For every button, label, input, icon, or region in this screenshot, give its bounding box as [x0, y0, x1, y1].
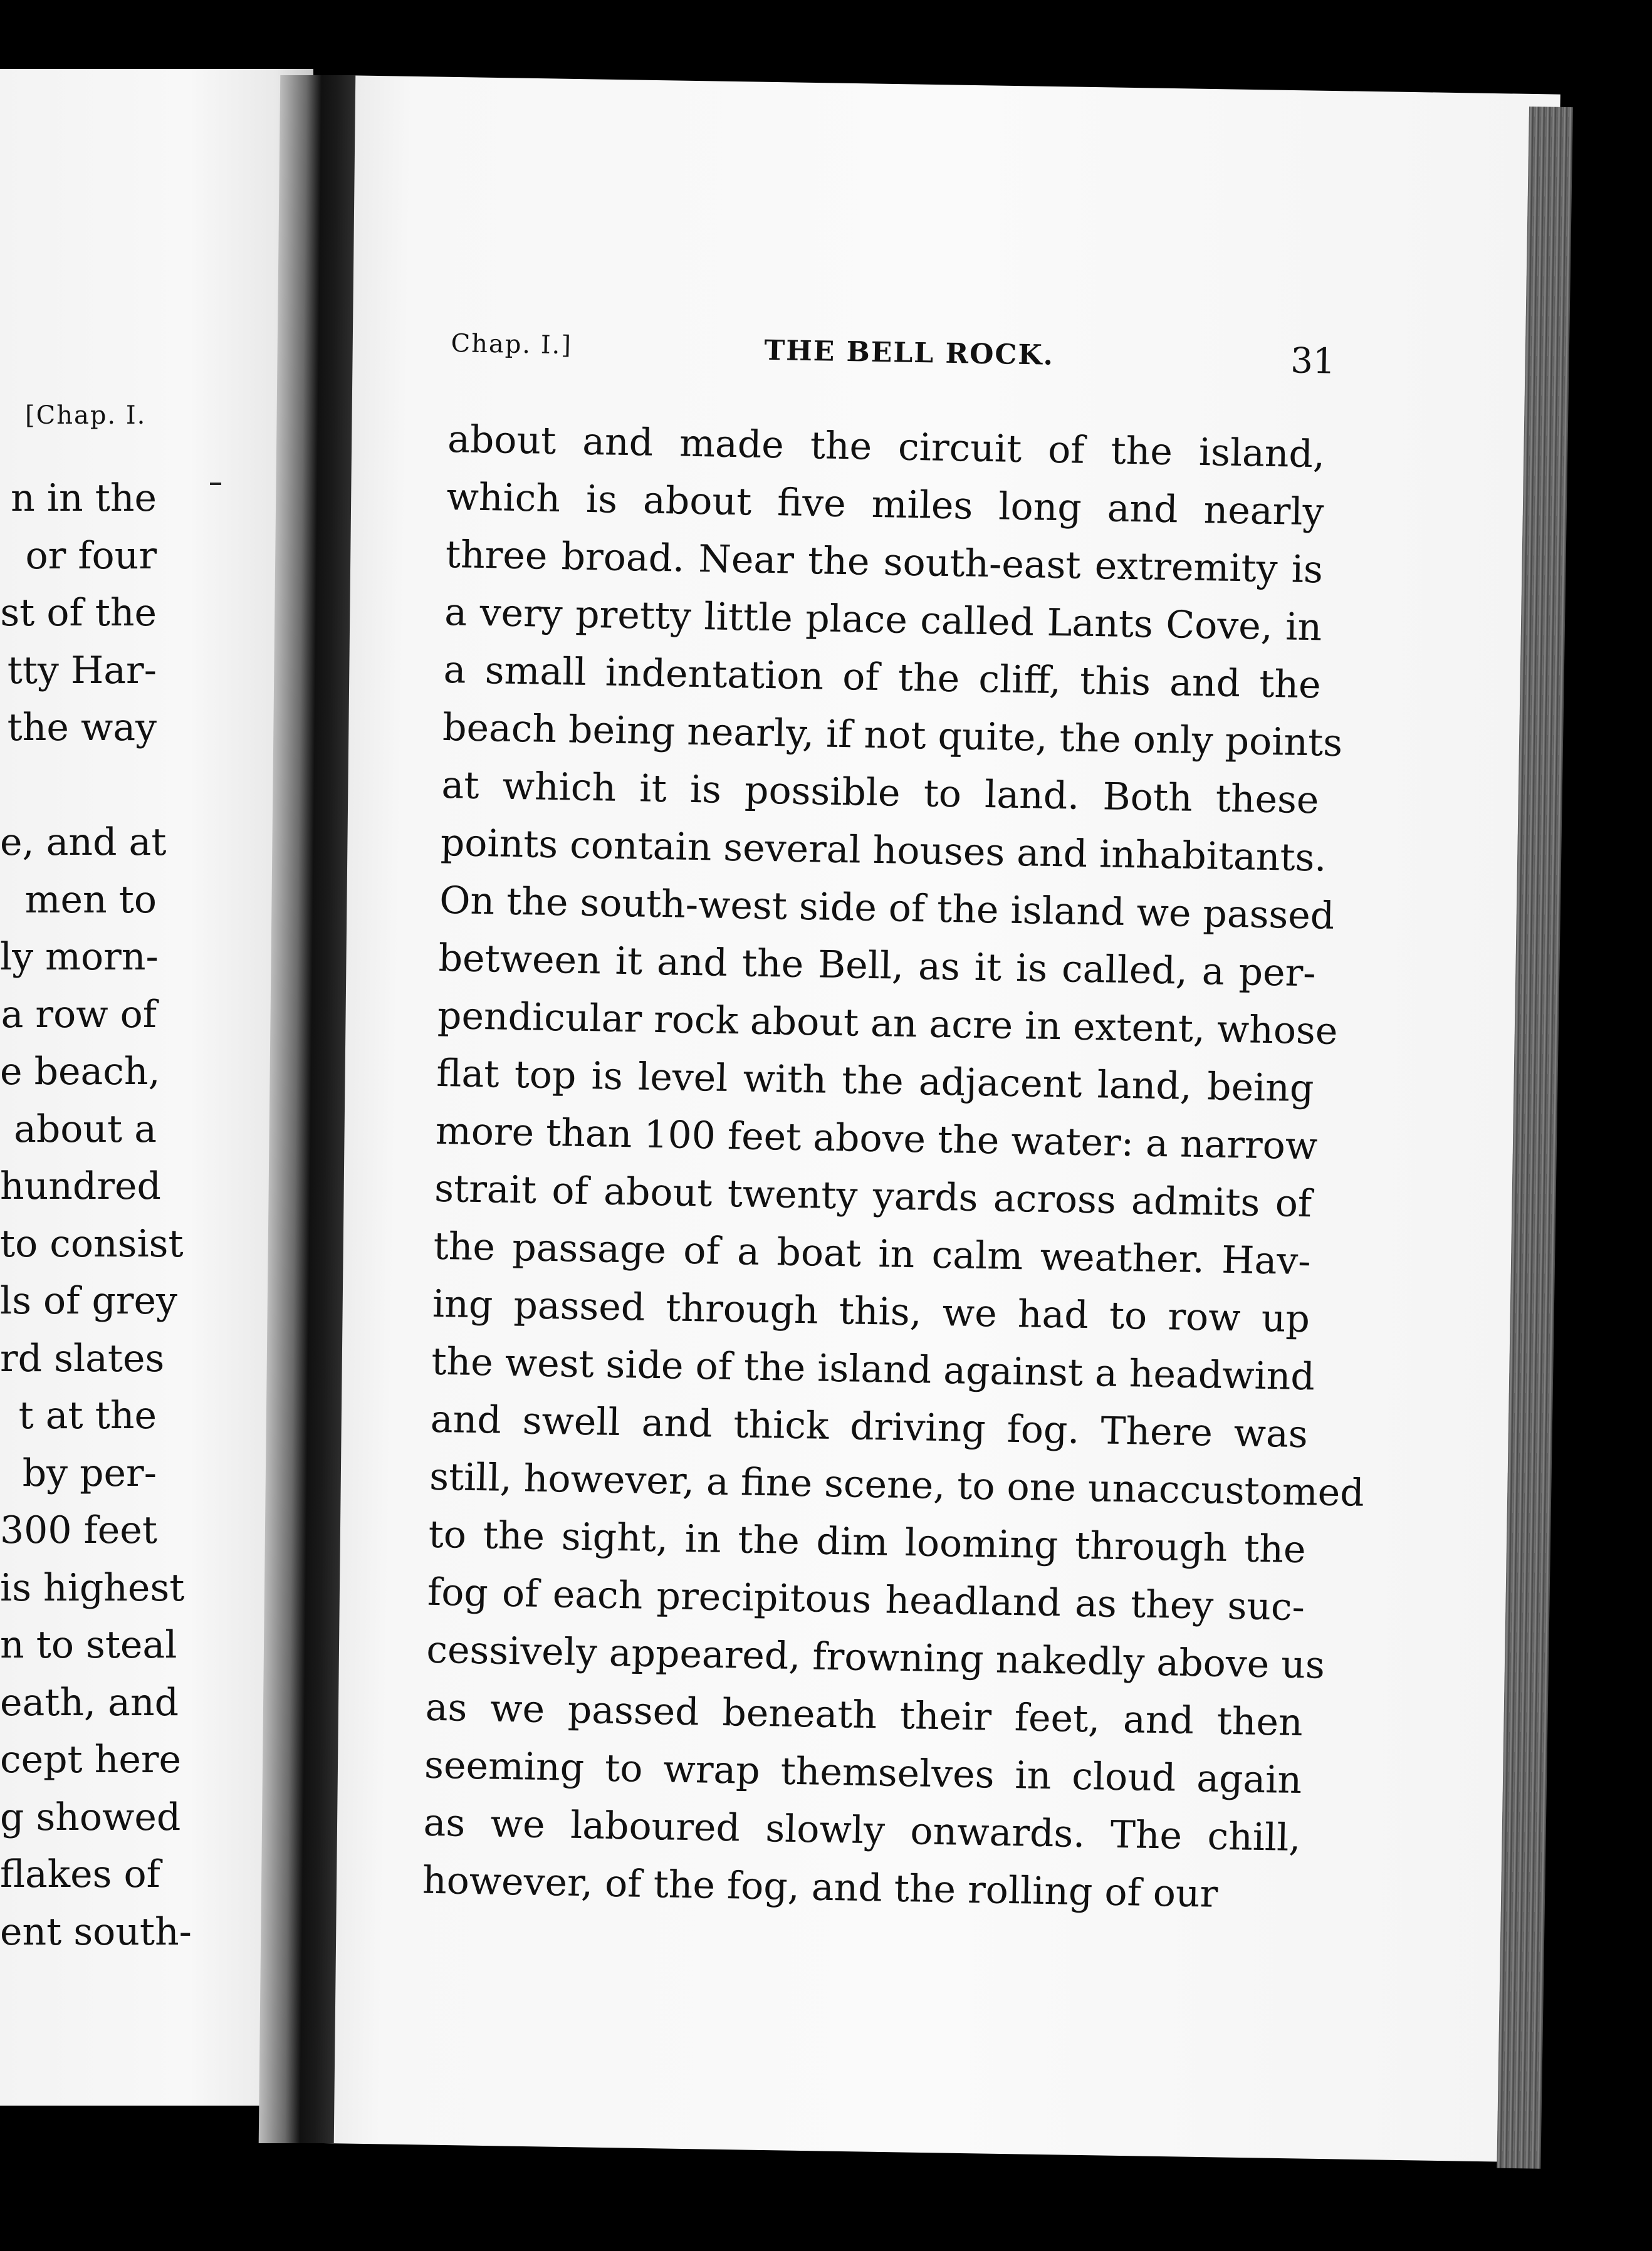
left-text-line: flakes of	[0, 1852, 160, 1896]
left-text-line: tty Har-	[7, 648, 157, 692]
text-line: beach being nearly, if not quite, the only points	[442, 705, 1343, 765]
running-title: THE BELL ROCK.	[764, 334, 1055, 372]
text-line: fog of each precipitous headland as they suc-	[427, 1570, 1305, 1630]
left-text-line: cept here	[0, 1738, 182, 1782]
text-line: ing passed through this, we had to row up	[432, 1282, 1310, 1342]
left-text-line: the way	[7, 706, 157, 749]
left-text-line: a row of	[1, 992, 157, 1037]
text-line: a very pretty little place called Lants Cove, in	[444, 590, 1322, 650]
text-line: pendicular rock about an acre in extent, whose	[437, 993, 1338, 1053]
left-text-line: g showed	[0, 1795, 181, 1839]
text-line: seeming to wrap themselves in cloud again	[424, 1743, 1302, 1803]
left-text-line: about a	[14, 1107, 157, 1151]
text-line: as we passed beneath their feet, and then	[425, 1685, 1304, 1745]
page-number: 31	[1290, 340, 1336, 382]
text-line: however, of the fog, and the rolling of our	[422, 1858, 1218, 1916]
left-text-line: by per-	[22, 1451, 157, 1495]
text-line: the passage of a boat in calm weather. Hav-	[433, 1224, 1312, 1284]
text-line: a small indentation of the cliff, this and the	[443, 647, 1322, 708]
left-text-line: rd slates	[0, 1336, 165, 1381]
text-line: and swell and thick driving fog. There was	[430, 1397, 1309, 1457]
text-line: points contain several houses and inhabitants.	[440, 820, 1327, 880]
text-line: On the south-west side of the island we passed	[439, 878, 1335, 938]
left-text-line: e, and at	[0, 820, 167, 864]
text-line: to the sight, in the dim looming through the	[428, 1512, 1307, 1572]
left-text-line: 300 feet	[0, 1508, 157, 1552]
text-line: flat top is level with the adjacent land, being	[436, 1051, 1314, 1111]
left-text-line: hundred	[0, 1164, 161, 1208]
text-line: the west side of the island against a headwind	[431, 1339, 1315, 1399]
left-text-line: or four	[25, 533, 157, 578]
text-line: about and made the circuit of the island,	[447, 417, 1325, 477]
text-line: at which it is possible to land. Both these	[441, 763, 1319, 823]
left-text-line: is highest	[0, 1565, 185, 1610]
left-text-line	[0, 757, 157, 815]
left-text-line: t at the	[18, 1394, 157, 1438]
left-text-line: ly morn-	[0, 935, 159, 979]
left-text-line: men to	[24, 877, 157, 922]
text-line: between it and the Bell, as it is called, a per-	[438, 936, 1317, 996]
text-line: still, however, a fine scene, to one unaccustomed	[429, 1455, 1365, 1515]
left-text-line: n to steal	[0, 1623, 177, 1667]
left-text-line: ent south-	[0, 1909, 192, 1954]
text-line: which is about five miles long and nearly	[446, 474, 1324, 535]
chapter-label: Chap. I.]	[451, 329, 573, 360]
left-text-line: n in the	[11, 476, 157, 520]
text-line: strait of about twenty yards across admits of	[434, 1166, 1312, 1226]
text-line: as we laboured slowly onwards. The chill,	[423, 1800, 1302, 1861]
left-text-line: to consist	[0, 1221, 184, 1266]
left-text-line: e beach,	[0, 1050, 160, 1094]
left-page-text	[0, 470, 192, 1961]
text-line: more than 100 feet above the water: a narrow	[435, 1109, 1318, 1169]
left-chapter-header: [Chap. I.	[25, 401, 147, 430]
stray-mark	[210, 483, 221, 485]
body-text	[422, 410, 1365, 1925]
left-text-line: eath, and	[0, 1680, 179, 1725]
left-text-line: ls of grey	[0, 1279, 177, 1323]
left-text-line: st of the	[0, 591, 157, 635]
text-line: three broad. Near the south-east extremity is	[445, 532, 1324, 592]
text-line: cessively appeared, frowning nakedly above us	[426, 1627, 1325, 1688]
